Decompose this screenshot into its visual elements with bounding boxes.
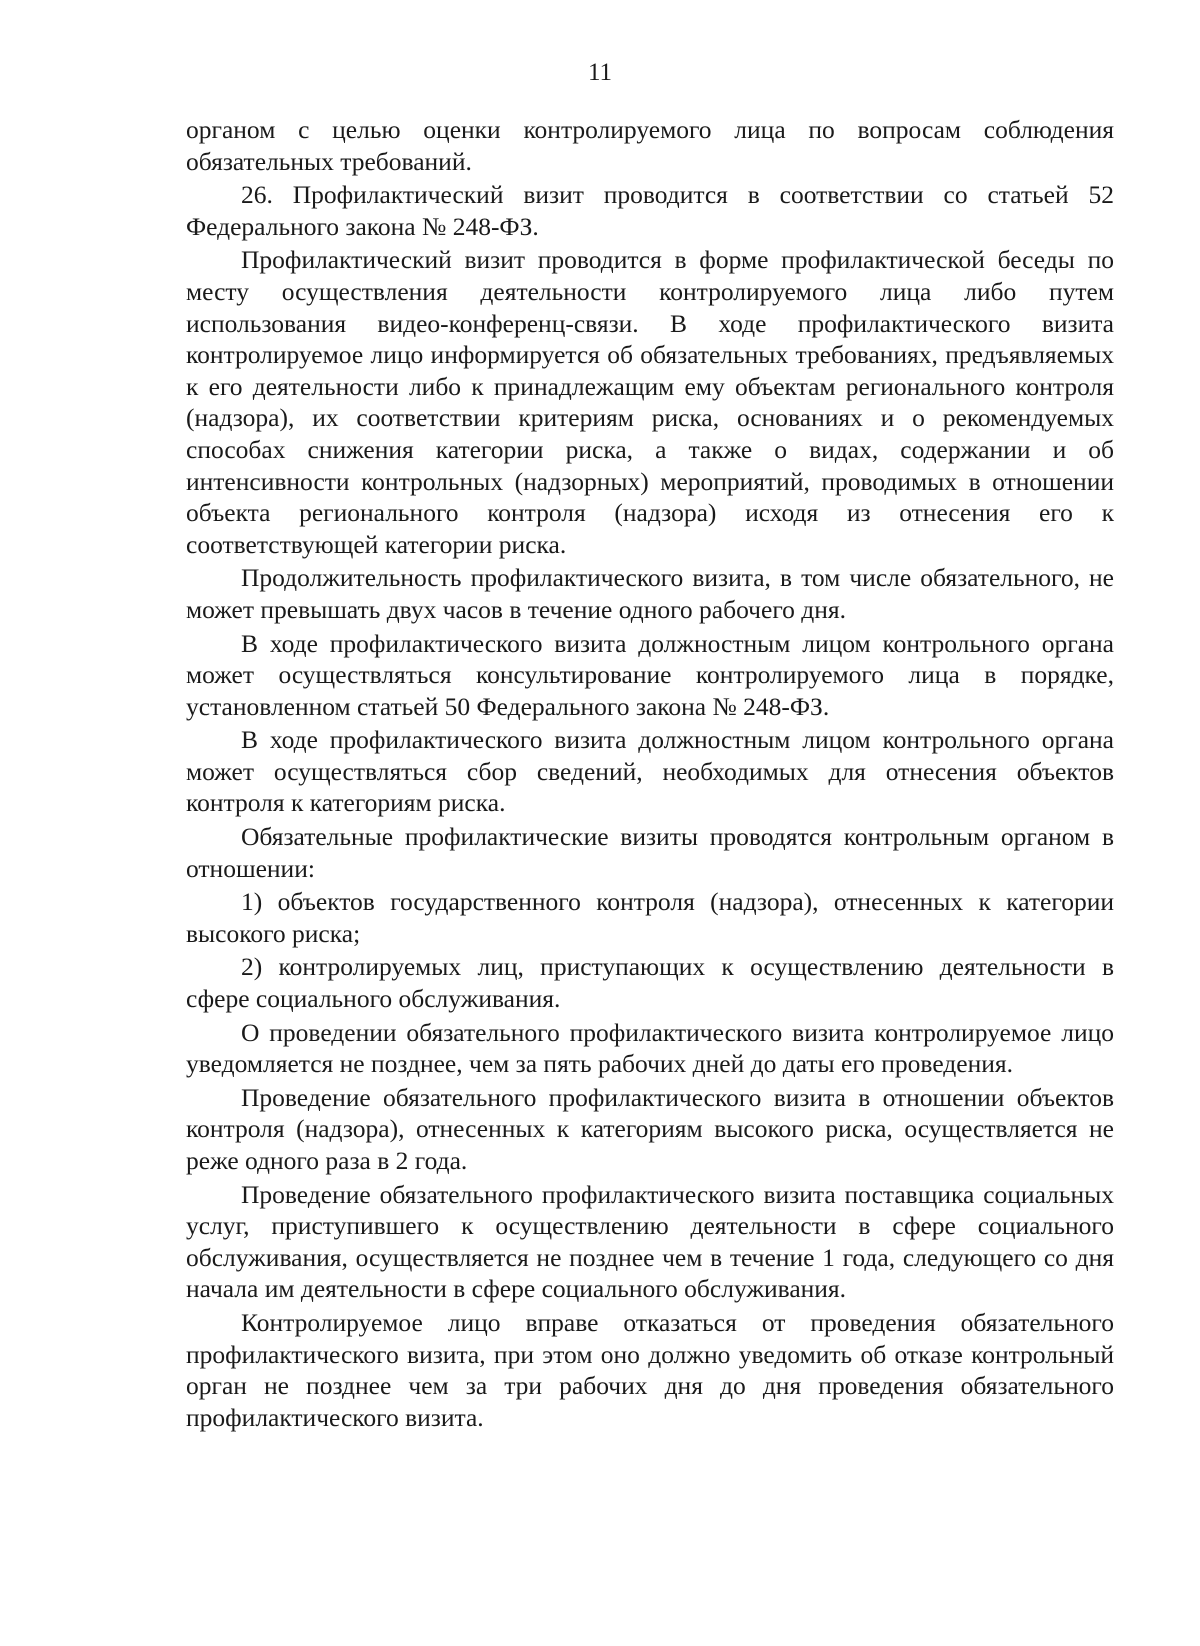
- paragraph: 2) контролируемых лиц, приступающих к осуществлению деятельности в сфере социального обслуживания.: [186, 952, 1114, 1014]
- document-body: [186, 114, 1114, 1435]
- paragraph: Проведение обязательного профилактического визита поставщика социальных услуг, приступившего к осуществлению деятельности в сфере социального обслуживания, осуществляется не позднее чем в течение 1 года, следующего со дня начала им деятельности в сфере социального обслуживания.: [186, 1179, 1114, 1304]
- paragraph: Обязательные профилактические визиты проводятся контрольным органом в отношении:: [186, 822, 1114, 883]
- paragraph: 26. Профилактический визит проводится в соответствии со статьей 52 Федерального закона № 248-ФЗ.: [186, 180, 1114, 241]
- paragraph: органом с целью оценки контролируемого лица по вопросам соблюдения обязательных требований.: [186, 115, 1114, 176]
- paragraph: Продолжительность профилактического визита, в том числе обязательного, не может превышать двух часов в течение одного рабочего дня.: [186, 563, 1114, 624]
- paragraph: В ходе профилактического визита должностным лицом контрольного органа может осуществляться сбор сведений, необходимых для отнесения объектов контроля к категориям риска.: [186, 725, 1114, 818]
- paragraph: Проведение обязательного профилактического визита в отношении объектов контроля (надзора), отнесенных к категориям высокого риска, осуществляется не реже одного раза в 2 года.: [186, 1082, 1114, 1175]
- paragraph: Профилактический визит проводится в форме профилактической беседы по месту осуществления деятельности контролируемого лица либо путем использования видео-конференц-связи. В ходе профилактического визита контролируемое лицо информируется об обязательных требованиях, предъявляемых к его деятельности либо к принадлежащим ему объектам регионального контроля (надзора), их соответствии критериям риска, основаниях и о рекомендуемых способах снижения категории риска, а также о видах, содержании и об интенсивности контрольных (надзорных) мероприятий, проводимых в отношении объекта регионального контроля (надзора) исходя из отнесения его к соответствующей категории риска.: [186, 245, 1114, 559]
- paragraph: 1) объектов государственного контроля (надзора), отнесенных к категории высокого риска;: [186, 887, 1114, 948]
- paragraph: О проведении обязательного профилактического визита контролируемое лицо уведомляется не позднее, чем за пять рабочих дней до даты его проведения.: [186, 1017, 1114, 1079]
- paragraph: Контролируемое лицо вправе отказаться от проведения обязательного профилактического визита, при этом оно должно уведомить об отказе контрольный орган не позднее чем за три рабочих дня до дня проведения обязательного профилактического визита.: [186, 1307, 1114, 1432]
- page-number: 11: [587, 59, 613, 86]
- paragraph: В ходе профилактического визита должностным лицом контрольного органа может осуществляться консультирование контролируемого лица в порядке, установленном статьей 50 Федерального закона № 248-ФЗ.: [186, 628, 1114, 721]
